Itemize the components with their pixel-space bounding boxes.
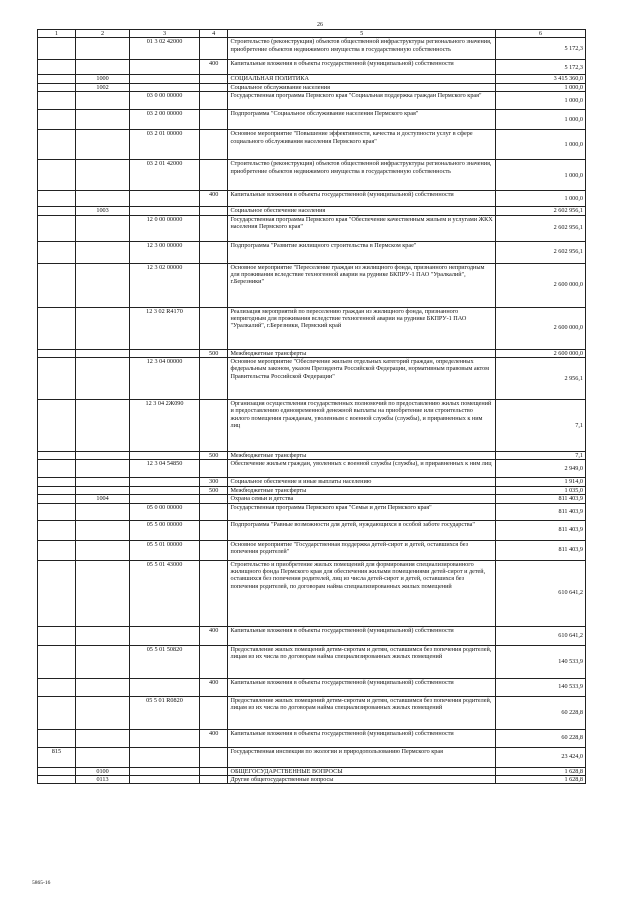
header-col-1: 1 bbox=[38, 30, 76, 38]
target-article-cell: 05 5 01 43000 bbox=[130, 560, 200, 626]
section-code-cell: 1000 bbox=[75, 75, 129, 83]
table-row bbox=[38, 160, 586, 191]
table-row bbox=[38, 678, 586, 696]
description-cell: Подпрограмма "Развитие жилищного строительства в Пермском крае" bbox=[228, 241, 495, 263]
expense-type-cell bbox=[199, 215, 228, 241]
description-cell: Другие общегосударственные вопросы bbox=[228, 776, 495, 784]
expense-type-cell bbox=[199, 92, 228, 110]
expense-type-cell bbox=[199, 400, 228, 452]
description-cell: Социальное обеспечение населения bbox=[228, 207, 495, 215]
admin-code-cell bbox=[38, 776, 76, 784]
section-code-cell: 0100 bbox=[75, 767, 129, 775]
admin-code-cell bbox=[38, 495, 76, 503]
expense-type-cell: 500 bbox=[199, 349, 228, 357]
section-code-cell bbox=[75, 696, 129, 729]
description-cell: Предоставление жилых помещений детям-сиротам и детям, оставшимся без попечения родителей, лицам из их числа по договорам найма специализированных жилых помещений bbox=[228, 696, 495, 729]
expense-type-cell: 400 bbox=[199, 60, 228, 75]
description-cell: Государственная программа Пермского края "Социальная поддержка граждан Пермского края" bbox=[228, 92, 495, 110]
section-code-cell bbox=[75, 540, 129, 560]
target-article-cell: 05 5 01 R0820 bbox=[130, 696, 200, 729]
expense-type-cell bbox=[199, 503, 228, 520]
table-row bbox=[38, 540, 586, 560]
table-row bbox=[38, 263, 586, 307]
description-cell: Подпрограмма "Социальное обслуживание населения Пермского края" bbox=[228, 110, 495, 130]
admin-code-cell bbox=[38, 130, 76, 160]
section-code-cell bbox=[75, 38, 129, 60]
table-row bbox=[38, 60, 586, 75]
section-code-cell bbox=[75, 460, 129, 478]
table-row bbox=[38, 191, 586, 207]
description-cell: Обеспечение жильем граждан, уволенных с военной службы (службы), и приравненных к ним лиц bbox=[228, 460, 495, 478]
amount-cell: 1 000,0 bbox=[495, 191, 585, 207]
table-row bbox=[38, 645, 586, 678]
section-code-cell bbox=[75, 400, 129, 452]
admin-code-cell bbox=[38, 75, 76, 83]
target-article-cell: 12 3 00 00000 bbox=[130, 241, 200, 263]
section-code-cell bbox=[75, 92, 129, 110]
target-article-cell bbox=[130, 452, 200, 460]
table-row bbox=[38, 776, 586, 784]
expense-type-cell bbox=[199, 75, 228, 83]
section-code-cell bbox=[75, 645, 129, 678]
expense-type-cell bbox=[199, 263, 228, 307]
expense-type-cell bbox=[199, 358, 228, 400]
expense-type-cell bbox=[199, 207, 228, 215]
target-article-cell bbox=[130, 486, 200, 494]
amount-cell: 60 228,8 bbox=[495, 696, 585, 729]
section-code-cell bbox=[75, 747, 129, 767]
amount-cell: 3 415 360,0 bbox=[495, 75, 585, 83]
expense-type-cell bbox=[199, 776, 228, 784]
description-cell: Межбюджетные трансферты bbox=[228, 486, 495, 494]
expense-type-cell bbox=[199, 747, 228, 767]
target-article-cell: 05 0 00 00000 bbox=[130, 503, 200, 520]
table-row bbox=[38, 729, 586, 747]
expense-type-cell bbox=[199, 130, 228, 160]
admin-code-cell bbox=[38, 696, 76, 729]
section-code-cell bbox=[75, 486, 129, 494]
target-article-cell: 12 3 04 54850 bbox=[130, 460, 200, 478]
amount-cell: 60 228,8 bbox=[495, 729, 585, 747]
target-article-cell bbox=[130, 747, 200, 767]
expense-type-cell bbox=[199, 110, 228, 130]
amount-cell: 610 641,2 bbox=[495, 626, 585, 645]
target-article-cell: 05 5 01 50820 bbox=[130, 645, 200, 678]
description-cell: Капитальные вложения в объекты государственной (муниципальной) собственности bbox=[228, 678, 495, 696]
admin-code-cell bbox=[38, 191, 76, 207]
admin-code-cell bbox=[38, 626, 76, 645]
expense-type-cell bbox=[199, 83, 228, 91]
expense-type-cell bbox=[199, 767, 228, 775]
expense-type-cell: 500 bbox=[199, 452, 228, 460]
admin-code-cell bbox=[38, 560, 76, 626]
description-cell: Строительство (реконструкция) объектов общественной инфраструктуры регионального значения, приобретение объектов недвижимого имущества в государственную собственность bbox=[228, 38, 495, 60]
table-row bbox=[38, 747, 586, 767]
header-col-3: 3 bbox=[130, 30, 200, 38]
admin-code-cell bbox=[38, 349, 76, 357]
table-row bbox=[38, 215, 586, 241]
section-code-cell bbox=[75, 678, 129, 696]
amount-cell: 811 403,9 bbox=[495, 520, 585, 540]
target-article-cell bbox=[130, 349, 200, 357]
admin-code-cell: 815 bbox=[38, 747, 76, 767]
description-cell: Государственная программа Пермского края "Семья и дети Пермского края" bbox=[228, 503, 495, 520]
header-row bbox=[38, 30, 586, 38]
admin-code-cell bbox=[38, 241, 76, 263]
amount-cell: 2 949,0 bbox=[495, 460, 585, 478]
amount-cell: 1 000,0 bbox=[495, 130, 585, 160]
description-cell: СОЦИАЛЬНАЯ ПОЛИТИКА bbox=[228, 75, 495, 83]
description-cell: Межбюджетные трансферты bbox=[228, 452, 495, 460]
expense-type-cell bbox=[199, 460, 228, 478]
description-cell: Социальное обеспечение и иные выплаты населению bbox=[228, 478, 495, 486]
description-cell: Государственная программа Пермского края "Обеспечение качественным жильем и услугами ЖКХ населения Пермского края" bbox=[228, 215, 495, 241]
description-cell: Основное мероприятие "Государственная поддержка детей-сирот и детей, оставшихся без попечения родителей" bbox=[228, 540, 495, 560]
description-cell: Капитальные вложения в объекты государственной (муниципальной) собственности bbox=[228, 60, 495, 75]
admin-code-cell bbox=[38, 645, 76, 678]
section-code-cell: 1004 bbox=[75, 495, 129, 503]
table-row bbox=[38, 241, 586, 263]
expense-type-cell bbox=[199, 160, 228, 191]
admin-code-cell bbox=[38, 38, 76, 60]
admin-code-cell bbox=[38, 207, 76, 215]
description-cell: Строительство и приобретение жилых помещений для формирования специализированного жилищного фонда Пермского края для обеспечения жилыми помещениями детей-сирот и детей, оставшихся без попечения родителей, лиц из числа детей-сирот и детей, оставшихся без попечения родителей, по договорам найма специализированных жилых помещений bbox=[228, 560, 495, 626]
amount-cell: 140 533,9 bbox=[495, 678, 585, 696]
table-row bbox=[38, 83, 586, 91]
admin-code-cell bbox=[38, 520, 76, 540]
description-cell: Предоставление жилых помещений детям-сиротам и детям, оставшимся без попечения родителей, лицам из их числа по договорам найма специализированных жилых помещений bbox=[228, 645, 495, 678]
amount-cell: 7,1 bbox=[495, 400, 585, 452]
expense-type-cell: 400 bbox=[199, 191, 228, 207]
description-cell: Социальное обслуживание населения bbox=[228, 83, 495, 91]
header-col-6: 6 bbox=[495, 30, 585, 38]
table-row bbox=[38, 696, 586, 729]
header-col-5: 5 bbox=[228, 30, 495, 38]
section-code-cell bbox=[75, 307, 129, 349]
table-row bbox=[38, 130, 586, 160]
target-article-cell: 01 3 02 42000 bbox=[130, 38, 200, 60]
description-cell: Межбюджетные трансферты bbox=[228, 349, 495, 357]
expense-type-cell: 400 bbox=[199, 729, 228, 747]
table-row bbox=[38, 38, 586, 60]
table-row bbox=[38, 75, 586, 83]
section-code-cell bbox=[75, 215, 129, 241]
admin-code-cell bbox=[38, 400, 76, 452]
table-row bbox=[38, 349, 586, 357]
amount-cell: 2 600 000,0 bbox=[495, 307, 585, 349]
table-row bbox=[38, 207, 586, 215]
section-code-cell bbox=[75, 520, 129, 540]
table-row bbox=[38, 110, 586, 130]
description-cell: Государственная инспекция по экологии и природопользованию Пермского края bbox=[228, 747, 495, 767]
expense-type-cell bbox=[199, 696, 228, 729]
amount-cell: 811 403,9 bbox=[495, 495, 585, 503]
amount-cell: 2 602 956,1 bbox=[495, 207, 585, 215]
expense-type-cell bbox=[199, 540, 228, 560]
document-footer-code: 5865-16 bbox=[32, 880, 51, 886]
amount-cell: 1 000,0 bbox=[495, 160, 585, 191]
admin-code-cell bbox=[38, 358, 76, 400]
table-row bbox=[38, 307, 586, 349]
admin-code-cell bbox=[38, 460, 76, 478]
expense-type-cell: 400 bbox=[199, 678, 228, 696]
amount-cell: 1 914,0 bbox=[495, 478, 585, 486]
target-article-cell bbox=[130, 729, 200, 747]
target-article-cell: 12 3 04 00000 bbox=[130, 358, 200, 400]
section-code-cell bbox=[75, 478, 129, 486]
expense-type-cell bbox=[199, 241, 228, 263]
table-row bbox=[38, 92, 586, 110]
description-cell: Основное мероприятие "Обеспечение жильем отдельных категорий граждан, определенных федеральным законом, указом Президента Российской Федерации, нормативным правовым актом Правительства Российской Федерации" bbox=[228, 358, 495, 400]
section-code-cell bbox=[75, 241, 129, 263]
amount-cell: 1 000,0 bbox=[495, 92, 585, 110]
admin-code-cell bbox=[38, 540, 76, 560]
description-cell: Основное мероприятие "Переселение граждан из жилищного фонда, признанного непригодным для проживания вследствие техногенной аварии на руднике БКПРУ-1 ПАО "Уралкалий", г.Березники" bbox=[228, 263, 495, 307]
target-article-cell: 05 5 00 00000 bbox=[130, 520, 200, 540]
table-row bbox=[38, 460, 586, 478]
amount-cell: 811 403,9 bbox=[495, 503, 585, 520]
section-code-cell bbox=[75, 349, 129, 357]
description-cell: Капитальные вложения в объекты государственной (муниципальной) собственности bbox=[228, 626, 495, 645]
section-code-cell bbox=[75, 503, 129, 520]
table-row bbox=[38, 626, 586, 645]
expense-type-cell bbox=[199, 645, 228, 678]
expense-type-cell bbox=[199, 495, 228, 503]
target-article-cell bbox=[130, 626, 200, 645]
expense-type-cell: 500 bbox=[199, 486, 228, 494]
admin-code-cell bbox=[38, 678, 76, 696]
table-row bbox=[38, 358, 586, 400]
admin-code-cell bbox=[38, 478, 76, 486]
admin-code-cell bbox=[38, 307, 76, 349]
section-code-cell bbox=[75, 560, 129, 626]
amount-cell: 2 600 000,0 bbox=[495, 349, 585, 357]
section-code-cell bbox=[75, 110, 129, 130]
amount-cell: 5 172,3 bbox=[495, 60, 585, 75]
target-article-cell bbox=[130, 75, 200, 83]
header-col-2: 2 bbox=[75, 30, 129, 38]
description-cell: Организация осуществления государственных полномочий по предоставлению жилых помещений и предоставлению единовременной денежной выплаты на приобретение или строительство жилого помещения гражданам, уволенным с военной службы (службы), и приравненных к ним лиц bbox=[228, 400, 495, 452]
table-row bbox=[38, 452, 586, 460]
target-article-cell: 05 5 01 00000 bbox=[130, 540, 200, 560]
amount-cell: 1 000,0 bbox=[495, 110, 585, 130]
admin-code-cell bbox=[38, 110, 76, 130]
section-code-cell bbox=[75, 729, 129, 747]
target-article-cell: 03 0 00 00000 bbox=[130, 92, 200, 110]
target-article-cell bbox=[130, 191, 200, 207]
target-article-cell bbox=[130, 60, 200, 75]
description-cell: ОБЩЕГОСУДАРСТВЕННЫЕ ВОПРОСЫ bbox=[228, 767, 495, 775]
description-cell: Капитальные вложения в объекты государственной (муниципальной) собственности bbox=[228, 191, 495, 207]
table-row bbox=[38, 400, 586, 452]
section-code-cell bbox=[75, 626, 129, 645]
section-code-cell: 1003 bbox=[75, 207, 129, 215]
admin-code-cell bbox=[38, 452, 76, 460]
table-row bbox=[38, 495, 586, 503]
section-code-cell bbox=[75, 191, 129, 207]
target-article-cell bbox=[130, 767, 200, 775]
target-article-cell: 03 2 01 00000 bbox=[130, 130, 200, 160]
admin-code-cell bbox=[38, 60, 76, 75]
target-article-cell bbox=[130, 207, 200, 215]
amount-cell: 2 956,1 bbox=[495, 358, 585, 400]
expense-type-cell bbox=[199, 38, 228, 60]
amount-cell: 1 628,8 bbox=[495, 776, 585, 784]
amount-cell: 1 000,0 bbox=[495, 83, 585, 91]
expense-type-cell: 400 bbox=[199, 626, 228, 645]
target-article-cell: 12 0 00 00000 bbox=[130, 215, 200, 241]
admin-code-cell bbox=[38, 729, 76, 747]
section-code-cell: 0113 bbox=[75, 776, 129, 784]
header-col-4: 4 bbox=[199, 30, 228, 38]
table-row bbox=[38, 560, 586, 626]
target-article-cell bbox=[130, 478, 200, 486]
admin-code-cell bbox=[38, 263, 76, 307]
section-code-cell bbox=[75, 452, 129, 460]
section-code-cell bbox=[75, 263, 129, 307]
target-article-cell: 12 3 02 R4170 bbox=[130, 307, 200, 349]
description-cell: Основное мероприятие "Повышение эффективности, качества и доступности услуг в сфере социального обслуживания населения Пермского края" bbox=[228, 130, 495, 160]
description-cell: Строительство (реконструкция) объектов общественной инфраструктуры регионального значения, приобретение объектов недвижимого имущества в государственную собственность bbox=[228, 160, 495, 191]
description-cell: Охрана семьи и детства bbox=[228, 495, 495, 503]
admin-code-cell bbox=[38, 160, 76, 191]
amount-cell: 2 602 956,1 bbox=[495, 215, 585, 241]
amount-cell: 1 035,0 bbox=[495, 486, 585, 494]
expense-type-cell: 300 bbox=[199, 478, 228, 486]
target-article-cell bbox=[130, 495, 200, 503]
section-code-cell bbox=[75, 130, 129, 160]
expense-type-cell bbox=[199, 307, 228, 349]
budget-table bbox=[37, 29, 586, 784]
amount-cell: 5 172,3 bbox=[495, 38, 585, 60]
target-article-cell: 12 3 02 00000 bbox=[130, 263, 200, 307]
amount-cell: 7,1 bbox=[495, 452, 585, 460]
target-article-cell bbox=[130, 83, 200, 91]
amount-cell: 1 628,8 bbox=[495, 767, 585, 775]
section-code-cell bbox=[75, 358, 129, 400]
target-article-cell: 12 3 04 2Ж090 bbox=[130, 400, 200, 452]
admin-code-cell bbox=[38, 215, 76, 241]
admin-code-cell bbox=[38, 486, 76, 494]
table-row bbox=[38, 767, 586, 775]
description-cell: Реализация мероприятий по переселению граждан из жилищного фонда, признанного непригодным для проживания вследствие техногенной аварии на руднике БКПРУ-1 ПАО "Уралкалий", г.Березники, Пермский край bbox=[228, 307, 495, 349]
table-row bbox=[38, 503, 586, 520]
section-code-cell bbox=[75, 160, 129, 191]
amount-cell: 2 600 000,0 bbox=[495, 263, 585, 307]
amount-cell: 2 602 956,1 bbox=[495, 241, 585, 263]
expense-type-cell bbox=[199, 560, 228, 626]
target-article-cell: 03 2 00 00000 bbox=[130, 110, 200, 130]
expense-type-cell bbox=[199, 520, 228, 540]
target-article-cell bbox=[130, 776, 200, 784]
page-number: 26 bbox=[317, 22, 323, 28]
description-cell: Капитальные вложения в объекты государственной (муниципальной) собственности bbox=[228, 729, 495, 747]
admin-code-cell bbox=[38, 83, 76, 91]
target-article-cell bbox=[130, 678, 200, 696]
section-code-cell bbox=[75, 60, 129, 75]
section-code-cell: 1002 bbox=[75, 83, 129, 91]
amount-cell: 811 403,9 bbox=[495, 540, 585, 560]
table-row bbox=[38, 486, 586, 494]
admin-code-cell bbox=[38, 92, 76, 110]
description-cell: Подпрограмма "Равные возможности для детей, нуждающихся в особой заботе государства" bbox=[228, 520, 495, 540]
table-row bbox=[38, 478, 586, 486]
amount-cell: 23 424,0 bbox=[495, 747, 585, 767]
admin-code-cell bbox=[38, 767, 76, 775]
admin-code-cell bbox=[38, 503, 76, 520]
amount-cell: 610 641,2 bbox=[495, 560, 585, 626]
table-row bbox=[38, 520, 586, 540]
target-article-cell: 03 2 01 42000 bbox=[130, 160, 200, 191]
amount-cell: 140 533,9 bbox=[495, 645, 585, 678]
